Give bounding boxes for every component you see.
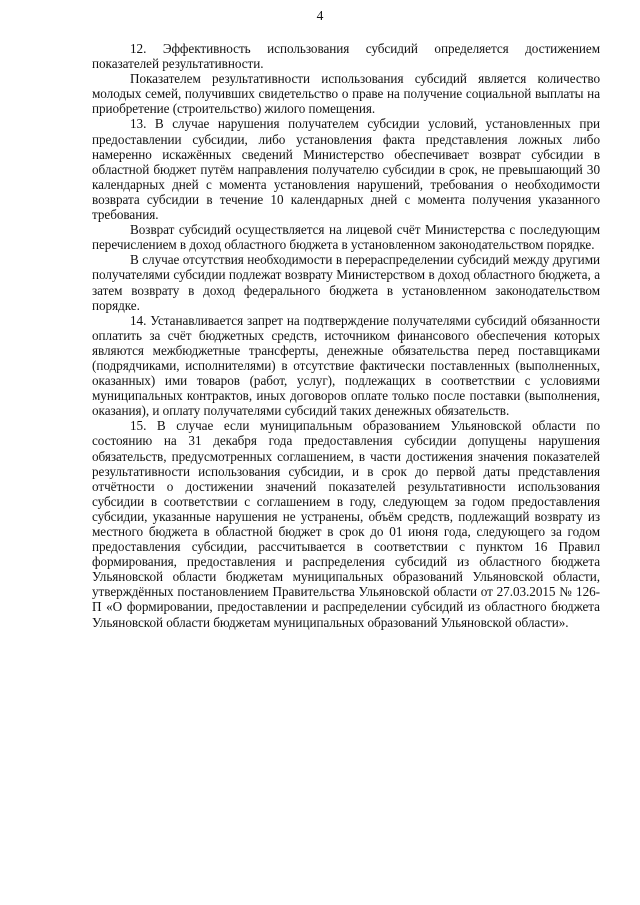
paragraph-refund: Возврат субсидий осуществляется на лицевой счёт Министерства с последующим перечислением в доход областного бюджета в установленном законодательством порядке. (92, 222, 600, 253)
page-number: 4 (316, 8, 324, 23)
paragraph-12: 12. Эффективность использования субсидий определяется достижением показателей результативности. (92, 41, 600, 72)
paragraph-14: 14. Устанавливается запрет на подтверждение получателями субсидий обязанности оплатить за счёт бюджетных средств, источником финансового обеспечения которых являются межбюджетные трансферты, денежные обязательства перед поставщиками (подрядчиками, исполнителями) в отсутствие фактически поставленных (выполненных, оказанных) ими товаров (работ, услуг), подлежащих в соответствии с условиями муниципальных контрактов, иных договоров оплате только после поставки (выполнения, оказания), и оплату получателями субсидий таких денежных обязательств. (92, 312, 600, 419)
paragraph-redistribution: В случае отсутствия необходимости в перераспределении субсидий между другими получателями субсидии подлежат возврату Министерством в доход областного бюджета, а затем возврату в доход федерального бюджета в установленном законодательством порядке. (92, 252, 600, 313)
paragraph-15: 15. В случае если муниципальным образованием Ульяновской области по состоянию на 31 декабря года предоставления субсидии допущены нарушения обязательств, предусмотренных соглашением, в части достижения значения показателей результативности использования субсидии, и в срок до первой даты представления отчётности о достижении значений показателей результативности использования субсидии в соответствии с соглашением в году, следующем за годом предоставления субсидии, указанные нарушения не устранены, объём средств, подлежащий возврату из местного бюджета в областной бюджет в срок до 01 июня года, следующего за годом предоставления субсидии, рассчитывается в соответствии с пунктом 16 Правил формирования, предоставления и распределения субсидий из областного бюджета Ульяновской области бюджетам муниципальных образований Ульяновской области, утверждённых постановлением Правительства Ульяновской области от 27.03.2015 № 126-П «О формировании, предоставлении и распределении субсидий из областного бюджета Ульяновской области бюджетам муниципальных образований Ульяновской области». (92, 418, 600, 630)
paragraph-13: 13. В случае нарушения получателем субсидии условий, установленных при предоставлении субсидии, либо установления факта представления ложных либо намеренно искажённых сведений Министерство обеспечивает возврат субсидии в областной бюджет путём направления получателю субсидии в срок, не превышающий 30 календарных дней с момента установления нарушений, требования о необходимости возврата субсидии в течение 10 календарных дней с момента получения указанного требования. (92, 116, 600, 223)
paragraph-indicator: Показателем результативности использования субсидий является количество молодых семей, получивших свидетельство о праве на получение социальной выплаты на приобретение (строительство) жилого помещения. (92, 71, 600, 117)
document-body (92, 41, 600, 630)
